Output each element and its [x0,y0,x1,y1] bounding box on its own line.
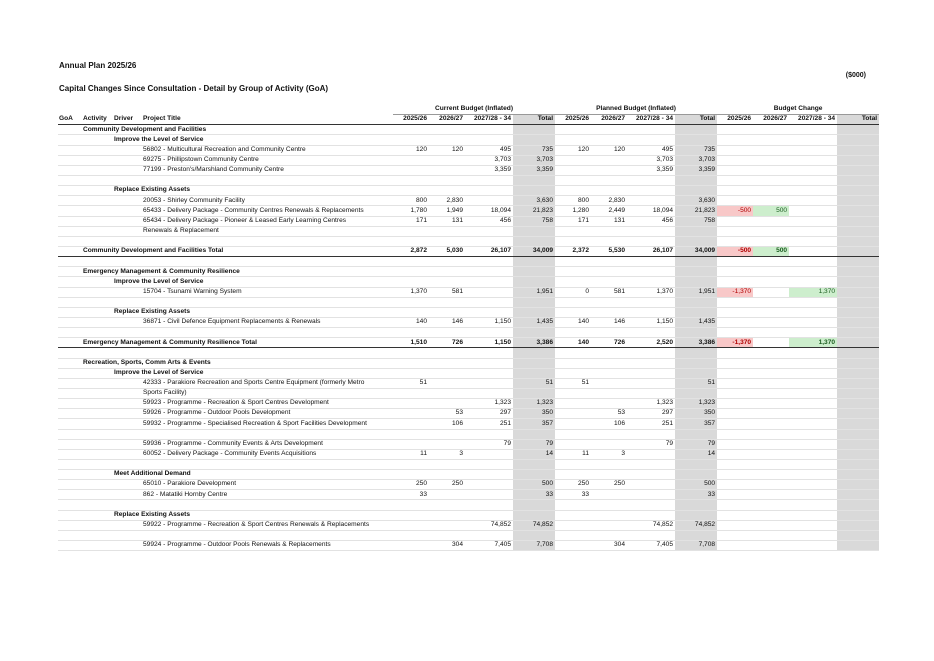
table-row [58,196,879,206]
value-cell: 1,150 [465,338,513,348]
value-cell: 304 [591,541,627,551]
table-row [58,155,879,165]
value-cell: 500 [753,246,789,256]
row-label: 59924 - Programme - Outdoor Pools Renewals & Replacements [142,541,393,551]
value-cell: 26,107 [627,246,675,256]
row-label: 65433 - Delivery Package - Community Centres Renewals & Replacements [142,206,393,216]
value-cell: 53 [429,409,465,419]
table-row [58,439,879,449]
row-label: Emergency Management & Community Resilience Total [82,338,393,348]
value-cell: 14 [675,449,717,459]
value-cell: 146 [591,317,627,327]
goa-heading-row [58,358,879,368]
col-activity: Activity [82,115,113,125]
value-cell: 495 [627,145,675,155]
value-cell: 106 [429,419,465,429]
value-cell: 51 [513,378,555,388]
table-row [58,145,879,155]
table-row [58,399,879,409]
table-row [58,216,879,226]
value-cell: 1,510 [393,338,429,348]
value-cell: 3,386 [675,338,717,348]
value-cell: 7,708 [513,541,555,551]
value-cell: 79 [675,439,717,449]
value-cell: 2,372 [555,246,591,256]
value-cell: 79 [627,439,675,449]
col-driver: Driver [113,115,142,125]
row-label: 65434 - Delivery Package - Pioneer & Leased Early Learning Centres [142,216,393,226]
value-cell: 14 [513,449,555,459]
row-label: Improve the Level of Service [113,368,393,378]
value-cell: 1,323 [627,399,675,409]
table-row [58,480,879,490]
value-cell: 3,359 [627,165,675,175]
value-cell: 34,009 [513,246,555,256]
value-cell: 131 [429,216,465,226]
col-change-y3: 2027/28 - 34 [789,115,837,125]
spacer-row [58,236,879,246]
value-cell: 5,030 [429,246,465,256]
goa-total-row [58,246,879,256]
value-cell: 3,703 [513,155,555,165]
value-cell: 800 [555,196,591,206]
value-cell: 1,370 [789,338,837,348]
row-label: Improve the Level of Service [113,277,393,287]
row-label: 36871 - Civil Defence Equipment Replacements & Renewals [142,317,393,327]
row-label: 65010 - Parakiore Development [142,480,393,490]
value-cell: 74,852 [627,520,675,530]
value-cell: 1,780 [393,206,429,216]
col-planned-y2: 2026/27 [591,115,627,125]
spacer-row [58,175,879,185]
value-cell: 1,370 [393,287,429,297]
row-label: Renewals & Replacement [142,226,393,236]
value-cell: 171 [393,216,429,226]
table-row [58,419,879,429]
value-cell: 3,386 [513,338,555,348]
value-cell: 53 [591,409,627,419]
value-cell: 250 [393,480,429,490]
row-label: 59923 - Programme - Recreation & Sport Centres Development [142,399,393,409]
value-cell: 495 [465,145,513,155]
value-cell: 2,520 [627,338,675,348]
col-planned-y1: 2025/26 [555,115,591,125]
driver-heading-row [58,135,879,145]
value-cell: 34,009 [675,246,717,256]
value-cell: 51 [555,378,591,388]
value-cell: 297 [465,409,513,419]
units-label: ($000) [845,72,866,79]
table-row [58,520,879,530]
value-cell: 581 [429,287,465,297]
value-cell: 758 [513,216,555,226]
row-label: Emergency Management & Community Resilience [82,267,393,277]
value-cell: 106 [591,419,627,429]
label-continuation-row [58,226,879,236]
row-label: Replace Existing Assets [113,186,393,196]
value-cell: -1,370 [717,287,753,297]
value-cell: 74,852 [675,520,717,530]
value-cell: -500 [717,206,753,216]
value-cell: 1,150 [627,317,675,327]
value-cell: 33 [675,490,717,500]
row-label: 20053 - Shirley Community Facility [142,196,393,206]
value-cell: 3,703 [465,155,513,165]
table-row [58,287,879,297]
value-cell: 1,951 [513,287,555,297]
value-cell: 800 [393,196,429,206]
value-cell: 7,405 [465,541,513,551]
value-cell: 251 [465,419,513,429]
value-cell: 79 [465,439,513,449]
col-current-y2: 2026/27 [429,115,465,125]
value-cell: 581 [591,287,627,297]
value-cell: 500 [513,480,555,490]
capital-changes-table [58,105,879,551]
value-cell: 456 [465,216,513,226]
table-row [58,165,879,175]
goa-heading-row [58,267,879,277]
spacer-row [58,348,879,358]
value-cell: 304 [429,541,465,551]
goa-total-row [58,338,879,348]
table-row [58,206,879,216]
value-cell: 131 [591,216,627,226]
row-label: Community Development and Facilities Total [82,246,393,256]
value-cell: 3,703 [675,155,717,165]
row-label: 56802 - Multicultural Recreation and Community Centre [142,145,393,155]
value-cell: 1,370 [627,287,675,297]
table-row [58,409,879,419]
column-header-row [58,115,879,125]
row-label: 59926 - Programme - Outdoor Pools Development [142,409,393,419]
value-cell: 51 [393,378,429,388]
value-cell: -500 [717,246,753,256]
value-cell: 2,830 [591,196,627,206]
table-row [58,490,879,500]
current-budget-header: Current Budget (Inflated) [393,105,555,115]
value-cell: 3,703 [627,155,675,165]
row-label: Improve the Level of Service [113,135,393,145]
value-cell: 7,405 [627,541,675,551]
value-cell: 120 [429,145,465,155]
value-cell: 735 [675,145,717,155]
table-row [58,378,879,388]
value-cell: 146 [429,317,465,327]
value-cell: 0 [555,287,591,297]
driver-heading-row [58,277,879,287]
group-header-row [58,105,879,115]
value-cell: 21,823 [675,206,717,216]
goa-heading-row [58,125,879,135]
spacer-row [58,297,879,307]
value-cell: 3,359 [675,165,717,175]
value-cell: 456 [627,216,675,226]
row-label: 77199 - Preston's/Marshland Community Centre [142,165,393,175]
row-label: 60052 - Delivery Package - Community Events Acquisitions [142,449,393,459]
value-cell: 140 [393,317,429,327]
col-current-y1: 2025/26 [393,115,429,125]
value-cell: 297 [627,409,675,419]
value-cell: 11 [555,449,591,459]
col-planned-y3: 2027/28 - 34 [627,115,675,125]
value-cell: 2,830 [429,196,465,206]
row-label: 862 - Matatiki Hornby Centre [142,490,393,500]
value-cell: 140 [555,317,591,327]
value-cell: 11 [393,449,429,459]
value-cell: 26,107 [465,246,513,256]
row-label: Sports Facility) [142,388,393,398]
value-cell: 21,823 [513,206,555,216]
value-cell: 1,323 [465,399,513,409]
col-change-y1: 2025/26 [717,115,753,125]
row-label: 42333 - Parakiore Recreation and Sports Centre Equipment (formerly Metro [142,378,393,388]
value-cell: 33 [513,490,555,500]
value-cell: 171 [555,216,591,226]
document-subtitle: Capital Changes Since Consultation - Detail by Group of Activity (GoA) [59,84,329,93]
value-cell: 120 [393,145,429,155]
value-cell: 3,359 [465,165,513,175]
col-change-total: Total [837,115,879,125]
value-cell: 500 [675,480,717,490]
spacer-row [58,257,879,267]
document-title: Annual Plan 2025/26 [59,61,137,70]
value-cell: 7,708 [675,541,717,551]
value-cell: 5,530 [591,246,627,256]
value-cell: 726 [591,338,627,348]
value-cell: 3,630 [675,196,717,206]
value-cell: 2,872 [393,246,429,256]
value-cell: 357 [675,419,717,429]
value-cell: 1,323 [675,399,717,409]
col-planned-total: Total [675,115,717,125]
table-row [58,317,879,327]
value-cell: 120 [555,145,591,155]
value-cell: 3,630 [513,196,555,206]
col-current-total: Total [513,115,555,125]
value-cell: 3 [591,449,627,459]
value-cell: 3,359 [513,165,555,175]
value-cell: 1,951 [675,287,717,297]
driver-heading-row [58,368,879,378]
value-cell: 140 [555,338,591,348]
driver-heading-row [58,510,879,520]
row-label: 59936 - Programme - Community Events & Arts Development [142,439,393,449]
col-change-y2: 2026/27 [753,115,789,125]
spacer-row [58,328,879,338]
row-label: 59922 - Programme - Recreation & Sport Centres Renewals & Replacements [142,520,393,530]
table-row [58,541,879,551]
spacer-row [58,459,879,469]
value-cell: 18,094 [465,206,513,216]
row-label: Replace Existing Assets [113,510,393,520]
value-cell: 18,094 [627,206,675,216]
value-cell: 33 [555,490,591,500]
value-cell: 350 [513,409,555,419]
value-cell: 74,852 [513,520,555,530]
value-cell: 3 [429,449,465,459]
value-cell: 250 [555,480,591,490]
driver-heading-row [58,470,879,480]
driver-heading-row [58,186,879,196]
value-cell: 1,280 [555,206,591,216]
label-continuation-row [58,388,879,398]
value-cell: 1,323 [513,399,555,409]
value-cell: 726 [429,338,465,348]
spacer-row [58,530,879,540]
value-cell: 79 [513,439,555,449]
value-cell: 74,852 [465,520,513,530]
value-cell: 1,435 [675,317,717,327]
value-cell: 2,449 [591,206,627,216]
value-cell: 251 [627,419,675,429]
col-project-title: Project Title [142,115,393,125]
value-cell: 1,370 [789,287,837,297]
table-row [58,449,879,459]
col-goa: GoA [58,115,82,125]
value-cell: 33 [393,490,429,500]
row-label: 69275 - Phillipstown Community Centre [142,155,393,165]
value-cell: 120 [591,145,627,155]
row-label: Meet Additional Demand [113,470,393,480]
row-label: 59932 - Programme - Specialised Recreation & Sport Facilities Development [142,419,393,429]
value-cell: -1,370 [717,338,753,348]
value-cell: 1,435 [513,317,555,327]
value-cell: 758 [675,216,717,226]
planned-budget-header: Planned Budget (Inflated) [555,105,717,115]
value-cell: 250 [429,480,465,490]
value-cell: 250 [591,480,627,490]
row-label: Replace Existing Assets [113,307,393,317]
value-cell: 350 [675,409,717,419]
value-cell: 51 [675,378,717,388]
driver-heading-row [58,307,879,317]
value-cell: 1,949 [429,206,465,216]
value-cell: 1,150 [465,317,513,327]
value-cell: 735 [513,145,555,155]
spacer-row [58,429,879,439]
value-cell: 500 [753,206,789,216]
row-label: Recreation, Sports, Comm Arts & Events [82,358,393,368]
row-label: Community Development and Facilities [82,125,393,135]
budget-change-header: Budget Change [717,105,879,115]
spacer-row [58,500,879,510]
row-label: 15704 - Tsunami Warning System [142,287,393,297]
value-cell: 357 [513,419,555,429]
col-current-y3: 2027/28 - 34 [465,115,513,125]
